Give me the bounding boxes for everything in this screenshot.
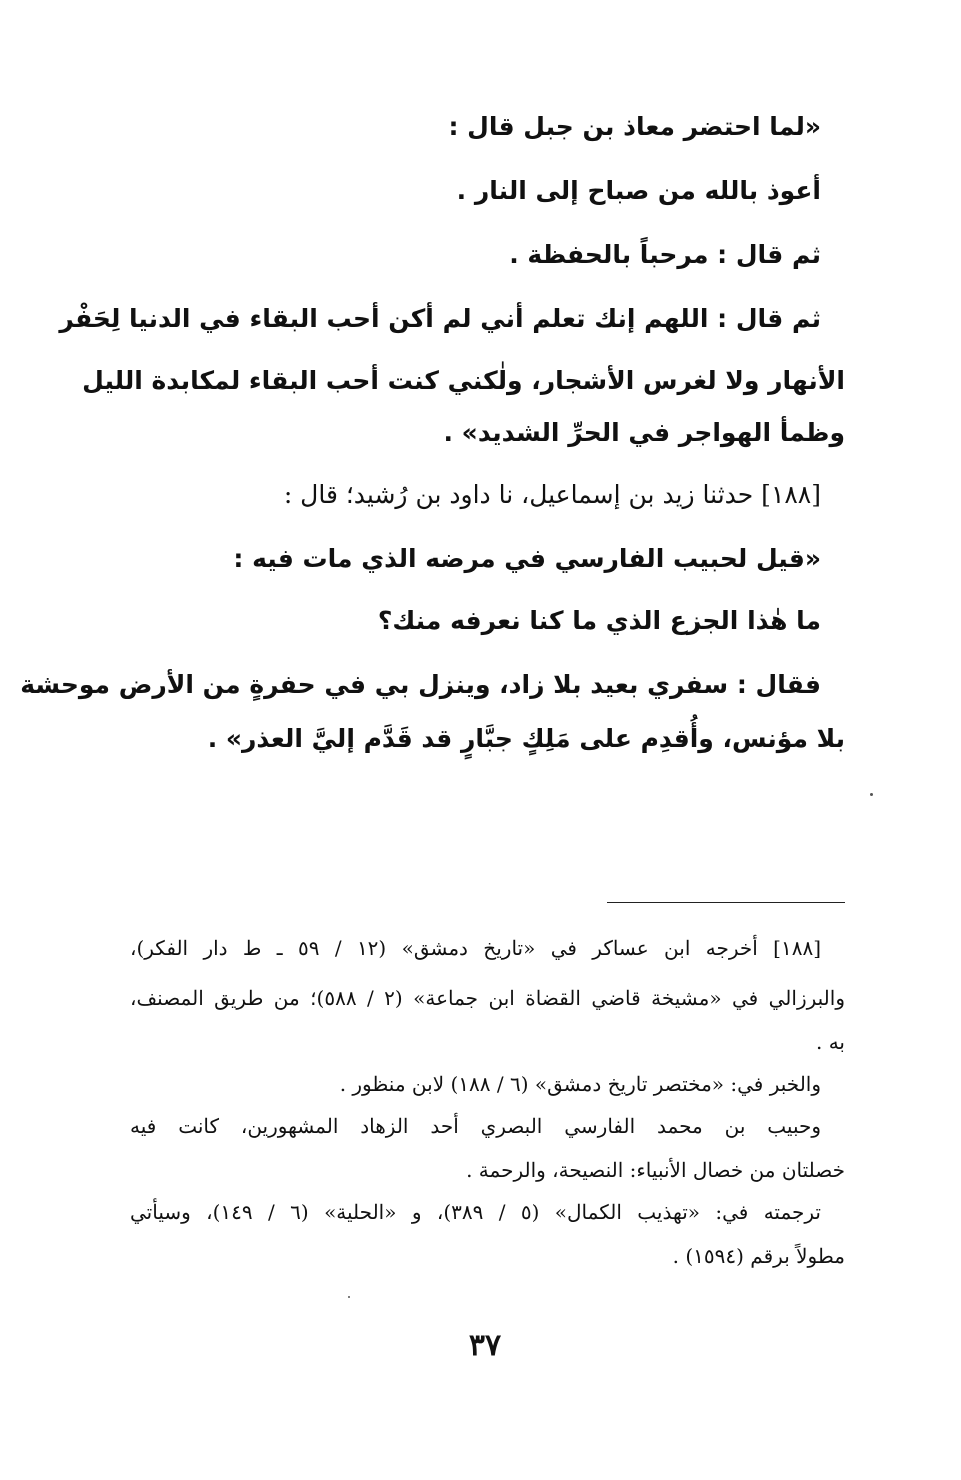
main-line-11: بلا مؤنس، وأُقدِم على مَلِكٍ جبَّارٍ قد قَدَّم إليَّ العذر» .	[207, 724, 845, 753]
footnote-separator	[607, 902, 845, 903]
scan-speck	[348, 1296, 350, 1298]
main-line-5: الأنهار ولا لغرس الأشجار، ولٰكني كنت أحب البقاء لمكابدة الليل	[82, 366, 845, 395]
footnote-line-4: والخبر في: «مختصر تاريخ دمشق» (٦ / ١٨٨) لابن منظور .	[339, 1072, 821, 1096]
main-line-2: أعوذ بالله من صباح إلى النار .	[456, 176, 821, 205]
footnote-line-7: ترجمته في: «تهذيب الكمال» (٥ / ٣٨٩)، و «الحلية» (٦ / ١٤٩)، وسيأتي	[130, 1200, 821, 1224]
footnote-line-8: مطولاً برقم (١٥٩٤) .	[672, 1244, 845, 1268]
main-line-3: ثم قال : مرحباً بالحفظة .	[509, 240, 821, 269]
main-line-9: ما هٰذا الجزع الذي ما كنا نعرفه منك؟	[377, 606, 821, 635]
main-line-7: [١٨٨] حدثنا زيد بن إسماعيل، نا داود بن رُشيد؛ قال :	[283, 480, 821, 509]
footnote-line-3: به .	[815, 1030, 845, 1054]
scan-speck	[870, 793, 873, 796]
main-line-1: «لما احتضر معاذ بن جبل قال :	[448, 112, 821, 141]
footnote-line-6: خصلتان من خصال الأنبياء: النصيحة، والرحمة .	[466, 1158, 845, 1182]
main-line-4: ثم قال : اللهم إنك تعلم أني لم أكن أحب البقاء في الدنيا لِحَفْر	[59, 304, 821, 333]
main-line-8: «قيل لحبيب الفارسي في مرضه الذي مات فيه :	[233, 544, 821, 573]
footnote-line-5: وحبيب بن محمد الفارسي البصري أحد الزهاد المشهورين، كانت فيه	[130, 1114, 821, 1138]
footnote-line-2: والبرزالي في «مشيخة قاضي القضاة ابن جماعة» (٢ / ٥٨٨)؛ من طريق المصنف،	[130, 986, 845, 1010]
main-line-6: وظمأ الهواجر في الحرِّ الشديد» .	[443, 418, 845, 447]
footnote-line-1: [١٨٨] أخرجه ابن عساكر في «تاريخ دمشق» (١٢ / ٥٩ ـ ط دار الفكر)،	[130, 936, 822, 960]
page-number: ٣٧	[468, 1328, 502, 1363]
main-line-10: فقال : سفري بعيد بلا زاد، وينزل بي في حفرةٍ من الأرض موحشة	[20, 670, 821, 699]
